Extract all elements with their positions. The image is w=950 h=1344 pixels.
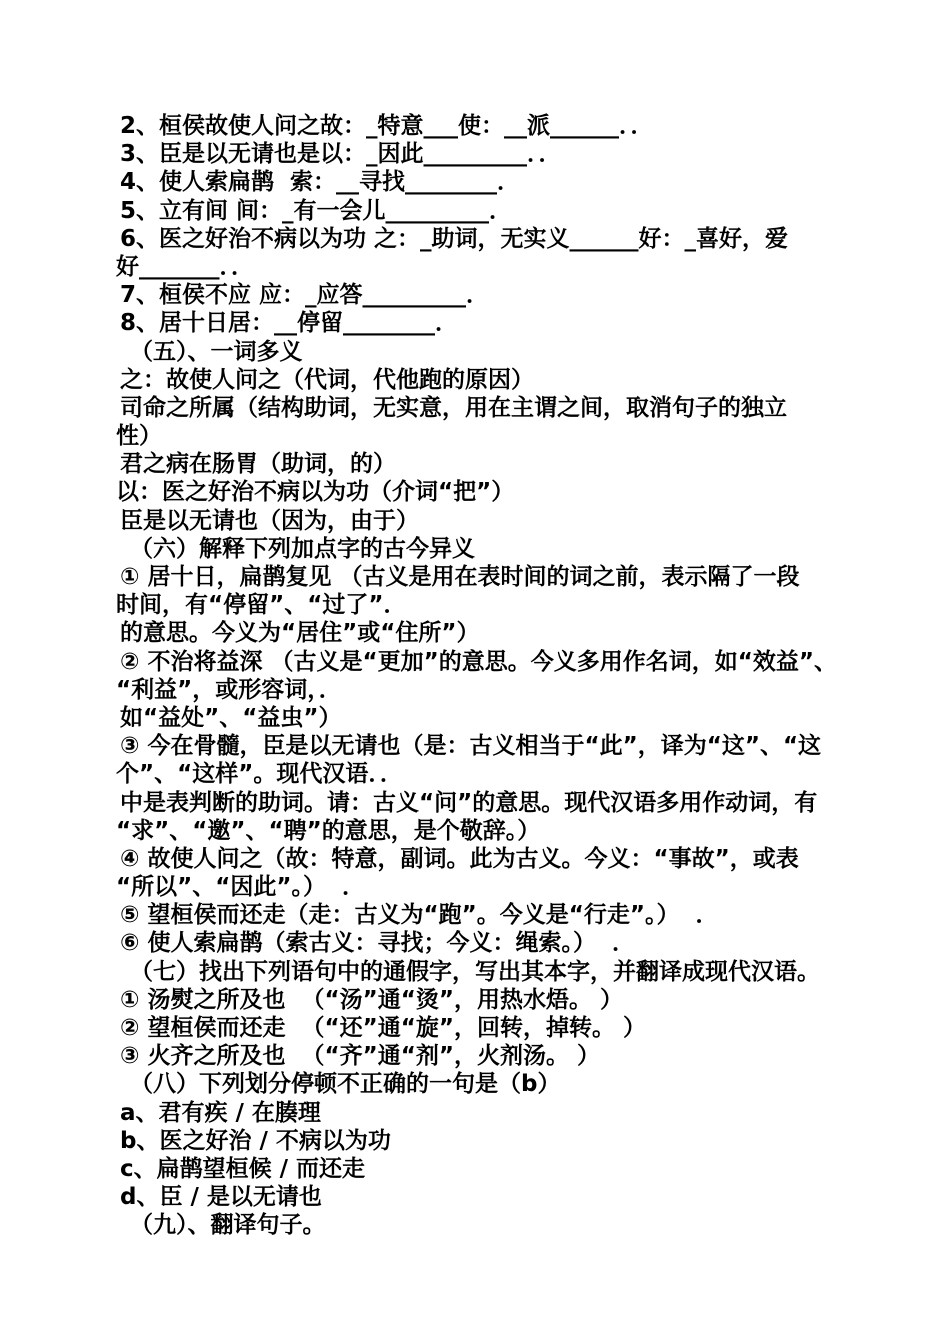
text-line <box>0 1014 950 1042</box>
text-line <box>0 760 950 788</box>
text-line-content: ⑥ 使人索扁鹊（索古义：寻找；今义：绳索。） ． <box>120 930 635 957</box>
text-line-content: ② 望桓侯而还走 （“还”通“旋”，回转，掉转。 ） <box>120 1015 646 1041</box>
text-line-content: 以：医之好治不病以为功（介词“把”） <box>116 479 515 506</box>
text-line <box>0 478 950 506</box>
text-line <box>0 450 950 478</box>
text-line <box>0 1183 950 1211</box>
text-line <box>0 338 950 366</box>
text-line-content: 司命之所属（结构助词，无实意，用在主谓之间，取消句子的独立 <box>120 394 787 421</box>
text-line <box>0 253 950 281</box>
text-line <box>0 197 950 225</box>
text-line <box>0 309 950 337</box>
text-line-content: 好_______．． <box>116 253 254 280</box>
text-line-content: ③ 火齐之所及也 （“齐”通“剂”，火剂汤。 ） <box>120 1043 600 1070</box>
text-line-content: 时间，有“停留”、“过了”． <box>116 592 407 619</box>
text-line <box>0 1155 950 1183</box>
text-line <box>0 958 950 986</box>
text-line <box>0 1211 950 1239</box>
text-line <box>0 422 950 450</box>
text-line-content: 2、桓侯故使人问之故：_特意___使：__派______．． <box>120 113 654 139</box>
text-line <box>0 732 950 760</box>
text-line <box>0 845 950 873</box>
text-line <box>0 873 950 901</box>
text-line <box>0 704 950 732</box>
text-line-content: 4、使人索扁鹊 索：__寻找________． <box>120 169 521 196</box>
text-line-content: 6、医之好治不病以为功 之：_助词，无实义______好：_喜好，爱 <box>120 225 789 252</box>
text-line-content: 君之病在肠胃（助词，的） <box>120 451 396 478</box>
text-line <box>0 591 950 619</box>
text-line <box>0 929 950 957</box>
text-line <box>0 901 950 929</box>
text-line-content: 个”、“这样”。现代汉语．． <box>116 761 403 788</box>
text-line <box>0 535 950 563</box>
text-line-content: （七）找出下列语句中的通假字，写出其本字，并翻译成现代汉语。 <box>130 958 820 985</box>
text-line <box>0 168 950 196</box>
document-page <box>0 112 950 1240</box>
text-line-content: 7、桓侯不应 应：_应答_________． <box>120 282 490 309</box>
text-line-content: ① 汤熨之所及也 （“汤”通“烫”，用热水焐。 ） <box>120 986 623 1013</box>
text-line-content: 8、居十日居：__停留________． <box>120 310 459 337</box>
text-line-content: a、君有疾 / 在腠理 <box>120 1099 321 1126</box>
text-line-content: 臣是以无请也（因为，由于） <box>120 507 419 534</box>
text-line <box>0 1070 950 1098</box>
text-line-content: 之：故使人问之（代词，代他跑的原因） <box>120 366 534 393</box>
text-line-content: ③ 今在骨髓，臣是以无请也（是：古义相当于“此”，译为“这”、“这 <box>120 733 822 760</box>
text-line-content: ④ 故使人问之（故：特意，副词。此为古义。今义：“事故”，或表 <box>120 845 799 872</box>
text-line-content: “利益”，或形容词，． <box>116 676 342 703</box>
text-line-content: 如“益处”、“益虫”） <box>120 704 342 731</box>
text-line <box>0 648 950 676</box>
text-line-content: d、臣 / 是以无请也 <box>120 1184 322 1211</box>
text-line <box>0 676 950 704</box>
text-line <box>0 394 950 422</box>
text-line-content: “所以”、“因此”。） ． <box>116 874 365 901</box>
text-line-content: 5、立有间 间：_有一会儿_________． <box>120 197 513 224</box>
text-line-content: （六）解释下列加点字的古今异义 <box>130 535 475 562</box>
text-line-content: b、医之好治 / 不病以为功 <box>120 1127 391 1154</box>
text-line-content: 的意思。今义为“居住”或“住所”） <box>120 620 480 647</box>
text-line-content: ① 居十日，扁鹊复见 （古义是用在表时间的词之前，表示隔了一段 <box>120 564 800 590</box>
text-line <box>0 817 950 845</box>
text-line <box>0 281 950 309</box>
text-line-content: 3、臣是以无请也是以：_因此_________．． <box>120 141 562 168</box>
text-line-content: c、扁鹊望桓候 / 而还走 <box>120 1155 366 1182</box>
text-line-content: （九）、翻译句子。 <box>130 1212 326 1239</box>
text-line <box>0 563 950 591</box>
text-line-content: ② 不治将益深 （古义是“更加”的意思。今义多用作名词，如“效益”、 <box>120 648 837 675</box>
text-line <box>0 1099 950 1127</box>
text-line <box>0 366 950 394</box>
text-line <box>0 225 950 253</box>
text-line-content: 中是表判断的助词。请：古义“问”的意思。现代汉语多用作动词，有 <box>120 789 818 816</box>
text-line <box>0 1042 950 1070</box>
text-line-content: 性） <box>116 423 162 450</box>
text-line <box>0 619 950 647</box>
text-line <box>0 986 950 1014</box>
text-line-content: ⑤ 望桓侯而还走（走：古义为“跑”。今义是“行走”。） ． <box>120 902 719 929</box>
text-line <box>0 789 950 817</box>
text-line <box>0 1127 950 1155</box>
text-line <box>0 112 950 140</box>
text-line <box>0 507 950 535</box>
text-line <box>0 140 950 168</box>
text-line-content: “求”、“邀”、“聘”的意思，是个敬辞。） <box>116 817 541 844</box>
text-line-content: （五）、一词多义 <box>130 338 303 365</box>
text-line-content: （八）下列划分停顿不正确的一句是（b） <box>130 1071 561 1098</box>
